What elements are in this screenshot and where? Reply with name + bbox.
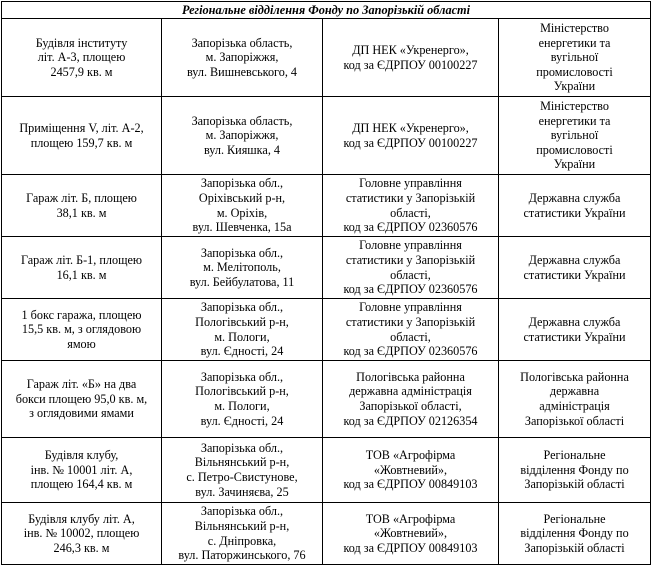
object-cell: [2, 361, 162, 438]
cell-text-line: Пологівська районна: [520, 369, 629, 384]
cell-text-line: 246,3 кв. м: [53, 540, 110, 555]
cell-text-line: Запорізька обл.,: [200, 369, 284, 384]
cell-text-line: статистики України: [523, 267, 626, 282]
cell-text-line: площею 159,7 кв. м: [30, 135, 133, 150]
cell-text-line: Регіональне: [543, 448, 606, 463]
document-sheet: [1, 1, 650, 565]
cell-text-line: Державна служба: [528, 252, 621, 267]
cell-text-line: інв. № 10001 літ. А,: [30, 462, 133, 477]
cell-text-line: м. Оріхів,: [216, 205, 268, 220]
cell-text-line: вул. Вишневського, 4: [186, 64, 298, 79]
address-cell: [162, 438, 323, 503]
cell-text-line: Гараж літ. «Б» на два: [26, 377, 137, 392]
cell-text-line: Запорізька обл.,: [200, 300, 284, 315]
cell-text-line: ТОВ «Агрофірма: [365, 511, 456, 526]
cell-text-line: Міністерство: [540, 21, 609, 36]
table-row: [2, 19, 651, 97]
cell-text-line: Запорізька обл.,: [200, 176, 284, 191]
cell-text-line: області,: [390, 205, 431, 220]
table-row: [2, 175, 651, 237]
cell-text-line: код за ЄДРПОУ 02126354: [343, 413, 478, 428]
cell-text-line: площею 164,4 кв. м: [30, 477, 133, 492]
cell-text-line: інв. № 10002, площею: [23, 526, 140, 541]
cell-text-line: вул. Кияшка, 4: [203, 142, 281, 157]
cell-text-line: 2457,9 кв. м: [50, 64, 113, 79]
cell-text-line: код за ЄДРПОУ 00849103: [343, 477, 478, 492]
cell-text-line: Оріхівський р-н,: [198, 190, 286, 205]
table-header-row: [2, 2, 651, 19]
cell-text-line: 1 бокс гаража, площею: [21, 307, 142, 322]
property-table: [1, 1, 651, 565]
cell-text-line: Державна служба: [528, 314, 621, 329]
table-row: [2, 503, 651, 565]
cell-text-line: статистики України: [523, 329, 626, 344]
cell-text-line: вул. Шевченка, 15а: [192, 220, 292, 235]
cell-text-line: статистики у Запорізькій: [345, 314, 476, 329]
cell-text-line: адміністрація: [539, 399, 610, 413]
cell-text-line: Запорізькій області: [524, 477, 625, 492]
address-cell: [162, 503, 323, 565]
cell-text-line: 16,1 кв. м: [56, 267, 107, 282]
cell-text-line: ДП НЕК «Укренерго»,: [352, 42, 469, 57]
holder-cell: [323, 19, 499, 97]
cell-text-line: України: [553, 79, 596, 94]
cell-text-line: ТОВ «Агрофірма: [365, 448, 456, 463]
address-cell: [162, 19, 323, 97]
cell-text-line: Будівля клубу літ. А,: [28, 511, 135, 526]
cell-text-line: 38,1 кв. м: [56, 205, 107, 220]
cell-text-line: відділення Фонду по: [520, 526, 629, 541]
cell-text-line: енергетики та: [538, 35, 611, 50]
cell-text-line: код за ЄДРПОУ 00849103: [343, 540, 478, 555]
cell-text-line: вугільної: [550, 50, 599, 65]
cell-text-line: Запорізька область,: [191, 113, 293, 128]
cell-text-line: ямою: [67, 336, 96, 351]
cell-text-line: вул. Єдності, 24: [200, 413, 284, 428]
authority-cell: [499, 175, 651, 237]
holder-cell: [323, 175, 499, 237]
authority-cell: [499, 503, 651, 565]
cell-text-line: бокси площею 95,0 кв. м,: [15, 391, 148, 406]
holder-cell: [323, 299, 499, 361]
cell-text-line: Запорізькій області: [524, 540, 625, 555]
authority-cell: [499, 97, 651, 175]
cell-text-line: області,: [390, 329, 431, 344]
cell-text-line: «Жовтневий»,: [373, 526, 448, 541]
cell-text-line: вул. Зачиняєва, 25: [195, 484, 289, 499]
cell-text-line: м. Пологи,: [214, 329, 270, 344]
cell-text-line: «Жовтневий»,: [373, 462, 448, 477]
cell-text-line: вул. Паторжинського, 76: [178, 548, 306, 563]
address-cell: [162, 175, 323, 237]
cell-text-line: Вільнянський р-н,: [194, 455, 290, 470]
cell-text-line: Запорізька обл.,: [200, 440, 284, 455]
cell-text-line: з оглядовими ямами: [29, 406, 134, 421]
cell-text-line: м. Запоріжжя,: [205, 128, 279, 143]
cell-text-line: Запорізька область,: [191, 35, 293, 50]
holder-cell: [323, 97, 499, 175]
cell-text-line: Гараж літ. Б-1, площею: [21, 252, 142, 267]
cell-text-line: літ. А-3, площею: [37, 50, 126, 65]
cell-text-line: Будівля клубу,: [44, 448, 119, 463]
table-row: [2, 299, 651, 361]
table-section-title: Регіональне відділення Фонду по Запорізькій області: [2, 2, 651, 19]
object-cell: [2, 237, 162, 299]
object-cell: [2, 438, 162, 503]
authority-cell: [499, 237, 651, 299]
cell-text-line: Головне управління: [359, 176, 462, 191]
cell-text-line: державна адміністрація: [349, 384, 472, 399]
cell-text-line: статистики у Запорізькій: [345, 252, 476, 267]
holder-cell: [323, 503, 499, 565]
cell-text-line: код за ЄДРПОУ 02360576: [343, 220, 478, 235]
holder-cell: [323, 361, 499, 438]
cell-text-line: промисловості: [536, 64, 613, 79]
cell-text-line: державна: [549, 384, 600, 399]
authority-cell: [499, 299, 651, 361]
cell-text-line: Вільнянський р-н,: [194, 518, 290, 533]
authority-cell: [499, 19, 651, 97]
cell-text-line: Головне управління: [359, 300, 462, 315]
cell-text-line: код за ЄДРПОУ 00100227: [343, 57, 478, 72]
cell-text-line: Пологівська районна: [356, 369, 465, 384]
table-row: [2, 361, 651, 438]
cell-text-line: промисловості: [536, 142, 613, 157]
cell-text-line: м. Запоріжжя,: [205, 50, 279, 65]
cell-text-line: енергетики та: [538, 113, 611, 128]
cell-text-line: код за ЄДРПОУ 02360576: [343, 344, 478, 359]
cell-text-line: ДП НЕК «Укренерго»,: [352, 120, 469, 135]
cell-text-line: с. Дніпровка,: [207, 533, 277, 548]
object-cell: [2, 97, 162, 175]
holder-cell: [323, 237, 499, 299]
cell-text-line: м. Мелітополь,: [203, 260, 281, 275]
address-cell: [162, 299, 323, 361]
cell-text-line: Державна служба: [528, 190, 621, 205]
holder-cell: [323, 438, 499, 503]
object-cell: [2, 19, 162, 97]
object-cell: [2, 503, 162, 565]
cell-text-line: Регіональне: [543, 511, 606, 526]
cell-text-line: вугільної: [550, 128, 599, 143]
cell-text-line: Гараж літ. Б, площею: [26, 190, 137, 205]
cell-text-line: код за ЄДРПОУ 02360576: [343, 282, 478, 297]
cell-text-line: відділення Фонду по: [520, 462, 629, 477]
cell-text-line: статистики України: [523, 205, 626, 220]
authority-cell: [499, 361, 651, 438]
authority-cell: [499, 438, 651, 503]
cell-text-line: області,: [390, 267, 431, 282]
cell-text-line: вул. Єдності, 24: [200, 344, 284, 359]
cell-text-line: Міністерство: [540, 99, 609, 114]
table-row: [2, 237, 651, 299]
cell-text-line: Головне управління: [359, 238, 462, 253]
cell-text-line: Пологівський р-н,: [195, 314, 289, 329]
cell-text-line: Запорізької області: [524, 413, 625, 428]
address-cell: [162, 237, 323, 299]
table-row: [2, 97, 651, 175]
cell-text-line: статистики у Запорізькій: [345, 190, 476, 205]
cell-text-line: м. Пологи,: [214, 399, 270, 413]
cell-text-line: Будівля інституту: [35, 35, 128, 50]
cell-text-line: Приміщення V, літ. А-2,: [19, 120, 144, 135]
cell-text-line: вул. Бейбулатова, 11: [189, 274, 295, 289]
cell-text-line: України: [553, 157, 596, 172]
object-cell: [2, 175, 162, 237]
table-row: [2, 438, 651, 503]
cell-text-line: с. Петро-Свистунове,: [186, 470, 298, 484]
cell-text-line: код за ЄДРПОУ 00100227: [343, 135, 478, 150]
address-cell: [162, 97, 323, 175]
cell-text-line: Запорізька обл.,: [200, 504, 284, 519]
cell-text-line: Запорізької області,: [359, 399, 462, 413]
cell-text-line: Запорізька обл.,: [200, 245, 284, 260]
cell-text-line: 15,5 кв. м, з оглядовою: [21, 322, 142, 337]
object-cell: [2, 299, 162, 361]
cell-text-line: Пологівський р-н,: [195, 384, 289, 399]
address-cell: [162, 361, 323, 438]
